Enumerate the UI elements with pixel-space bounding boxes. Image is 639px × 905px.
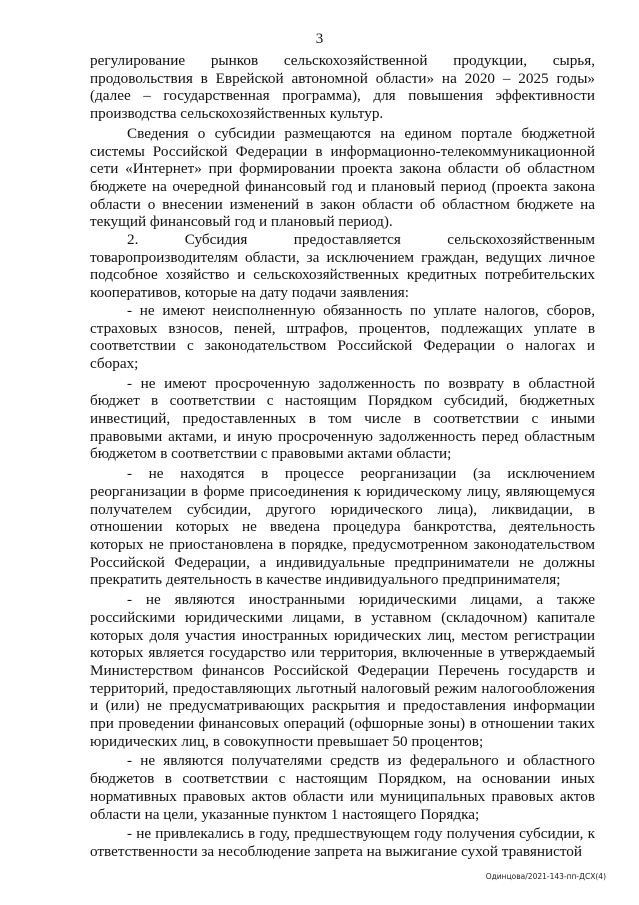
- list-item-not-foreign-entity: - не являются иностранными юридическими лицами, а также российскими юридическими лицами, в уставном (складочном) капитале которых доля участия иностранных юридических лиц, местом регистрации которых является государство или территория, включенные в утверждаемый Министерством финансов Российской Федерации Перечень государств и территорий, предоставляющих льготный налоговый режим налогообложения и (или) не предусматривающих раскрытия и предоставления информации при проведении финансовых операций (офшорные зоны) в отношении таких юридических лиц, в совокупности превышает 50 процентов;: [90, 591, 595, 750]
- list-item-no-tax-debt: - не имеют неисполненную обязанность по уплате налогов, сборов, страховых взносов, пеней, штрафов, процентов, подлежащих уплате в соответствии с законодательством Российской Федерации о налогах и сборах;: [90, 301, 595, 372]
- document-code-footer: Одинцова/2021-143-пп-ДСХ(4): [485, 872, 606, 881]
- list-item-not-other-funds-recipient: - не являются получателями средств из федерального и областного бюджетов в соответствии с настоящим Порядком, на основании иных нормативных правовых актов области или муниципальных правовых актов области на цели, указанные пунктом 1 настоящего Порядка;: [90, 752, 595, 823]
- paragraph-program-continuation: регулирование рынков сельскохозяйственной продукции, сырья, продовольствия в Еврейской автономной области» на 2020 – 2025 годы» (далее – государственная программа), для повышения эффективности производства сельскохозяйственных культур.: [90, 52, 595, 123]
- page-number: 3: [315, 31, 324, 47]
- list-item-no-burning-liability: - не привлекались в году, предшествующем году получения субсидии, к ответственности за несоблюдение запрета на выжигание сухой травянистой: [90, 825, 595, 860]
- paragraph-subsidy-information: Сведения о субсидии размещаются на едином портале бюджетной системы Российской Федерации в информационно-телекоммуникационной сети «Интернет» при формировании проекта закона области об областном бюджете на очередной финансовый год и плановый период (проекта закона области о внесении изменений в закон области об областном бюджете на текущий финансовый год и плановый период).: [90, 124, 595, 231]
- document-body: [90, 52, 595, 861]
- list-item-not-in-reorganization: - не находятся в процессе реорганизации (за исключением реорганизации в форме присоединения к юридическому лицу, являющемуся получателем субсидии, другого юридического лица), ликвидации, в отношении которых не введена процедура банкротства, деятельность которых не приостановлена в порядке, предусмотренном законодательством Российской Федерации, а индивидуальные предприниматели не должны прекратить деятельность в качестве индивидуального предпринимателя;: [90, 465, 595, 589]
- list-item-no-overdue-budget-debt: - не имеют просроченную задолженность по возврату в областной бюджет в соответствии с настоящим Порядком субсидий, бюджетных инвестиций, предоставленных в том числе в соответствии с иными правовыми актами, и иную просроченную задолженность перед областным бюджетом в соответствии с правовыми актами области;: [90, 374, 595, 463]
- paragraph-section-2: 2. Субсидия предоставляется сельскохозяйственным товаропроизводителям области, за исключением граждан, ведущих личное подсобное хозяйство и сельскохозяйственных кредитных потребительских кооперативов, которые на дату подачи заявления:: [90, 231, 595, 302]
